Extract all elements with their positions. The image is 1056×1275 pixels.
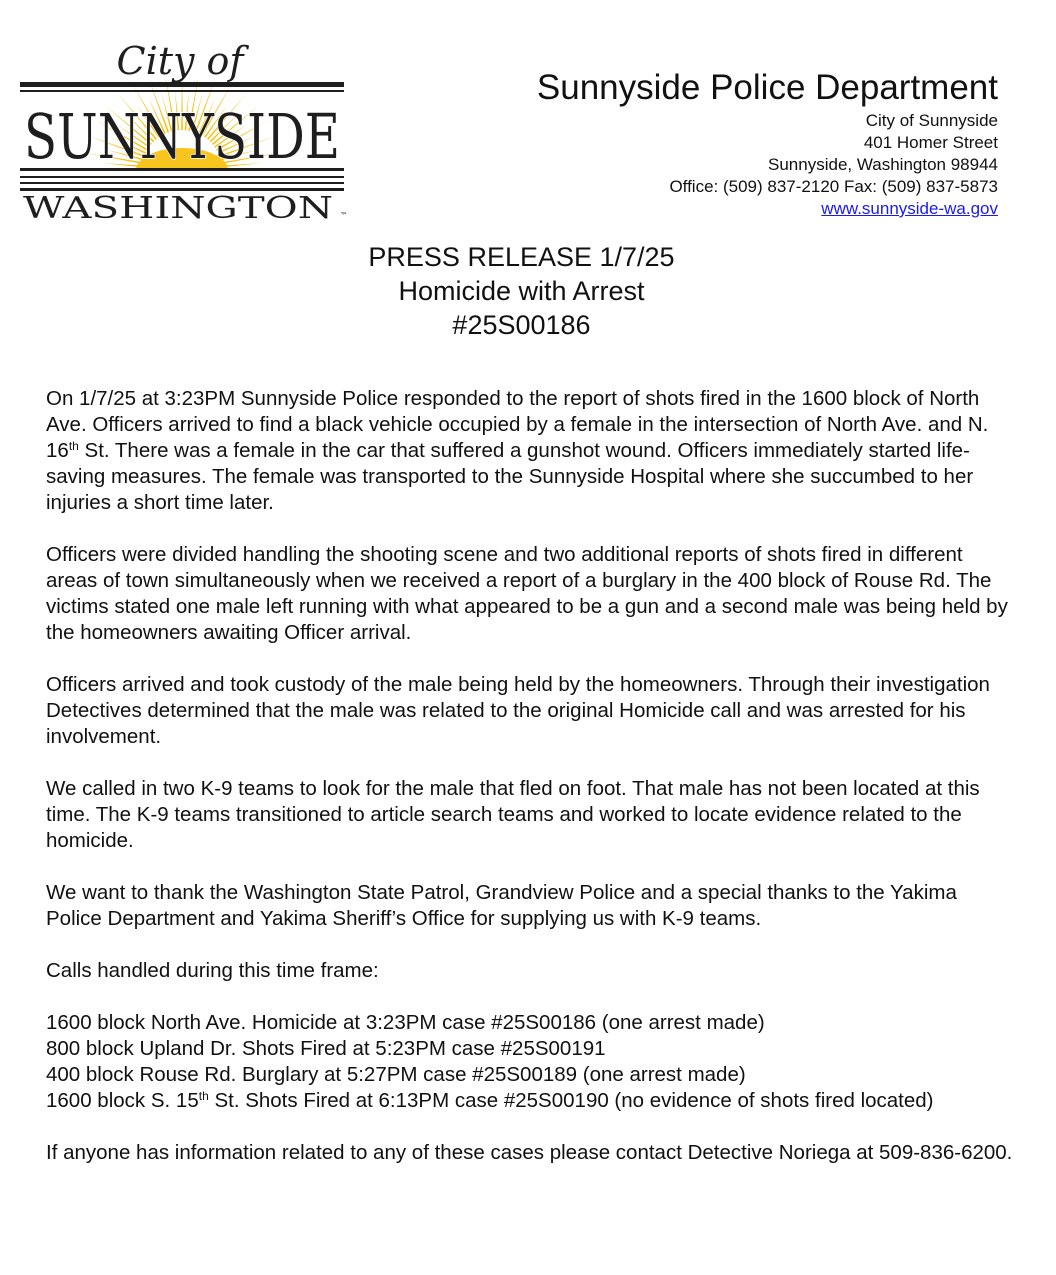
paragraph-burglary: Officers were divided handling the shooting scene and two additional reports of shots fired in different areas of town simultaneously when we received a report of a burglary in the 400 block of Rouse Rd. The victims stated one male left running with what appeared to be a gun and a second male was being held by the homeowners awaiting Officer arrival. [46,543,1008,644]
logo-trademark-text: ™ [340,211,348,220]
paragraph-thanks: We want to thank the Washington State Patrol, Grandview Police and a special thanks to the Yakima Police Department and Yakima Sheriff’s Office for supplying us with K-9 teams. [46,881,957,930]
address-line-street: 401 Homer Street [863,133,998,152]
call-item: 800 block Upland Dr. Shots Fired at 5:23PM case #25S00191 [46,1037,606,1060]
logo-city-of-text: City of [116,39,244,83]
department-name: Sunnyside Police Department [536,68,998,107]
paragraph-custody: Officers arrived and took custody of the male being held by the homeowners. Through their investigation Detectives determined that the male was related to the original Homicide call and was arrested for his involvement. [46,673,990,748]
calls-heading: Calls handled during this time frame: [46,959,379,982]
calls-list [46,1010,1016,1114]
press-release-body [46,386,1016,1192]
paragraph-incident [46,386,1016,516]
department-header [537,66,998,220]
ordinal-suffix: th [198,1089,209,1103]
website-link[interactable]: www.sunnyside-wa.gov [821,199,998,218]
paragraph-incident-part1: On 1/7/25 at 3:23PM Sunnyside Police responded to the report of shots fired in the 1600 block of North Ave. Officers arrived to find a black vehicle occupied by a female in the intersection of North Ave. and N. 16 [46,387,989,462]
call-item: 1600 block North Ave. Homicide at 3:23PM case #25S00186 (one arrest made) [46,1011,765,1034]
press-release-date: PRESS RELEASE 1/7/25 [368,242,675,272]
address-line-city-state-zip: Sunnyside, Washington 98944 [768,155,998,174]
ordinal-suffix: th [68,439,79,453]
call-item: 400 block Rouse Rd. Burglary at 5:27PM case #25S00189 (one arrest made) [46,1063,746,1086]
city-of-sunnyside-logo [14,28,350,224]
logo-sunnyside-text: SUNNYSIDE [24,100,340,173]
press-release-case-number: #25S00186 [452,310,591,340]
paragraph-k9-search: We called in two K-9 teams to look for the male that fled on foot. That male has not been located at this time. The K-9 teams transitioned to article search teams and worked to locate evidence related to the homicide. [46,777,980,852]
press-release-title [0,240,1043,342]
call-item-part2: St. Shots Fired at 6:13PM case #25S00190 (no evidence of shots fired located) [208,1089,934,1112]
logo-washington-text: WASHINGTON [23,191,333,226]
press-release-subject: Homicide with Arrest [398,276,645,306]
address-line-city: City of Sunnyside [865,111,998,130]
call-item-part1: 1600 block S. 15 [46,1089,199,1112]
paragraph-incident-part2: St. There was a female in the car that suffered a gunshot wound. Officers immediately started life-saving measures. The female was transported to the Sunnyside Hospital where she succumbed to her injuries a short time later. [46,439,974,514]
paragraph-contact: If anyone has information related to any of these cases please contact Detective Noriega at 509-836-6200. [46,1141,1013,1164]
address-line-phone-fax: Office: (509) 837-2120 Fax: (509) 837-5873 [669,177,998,196]
call-item [46,1088,1016,1114]
